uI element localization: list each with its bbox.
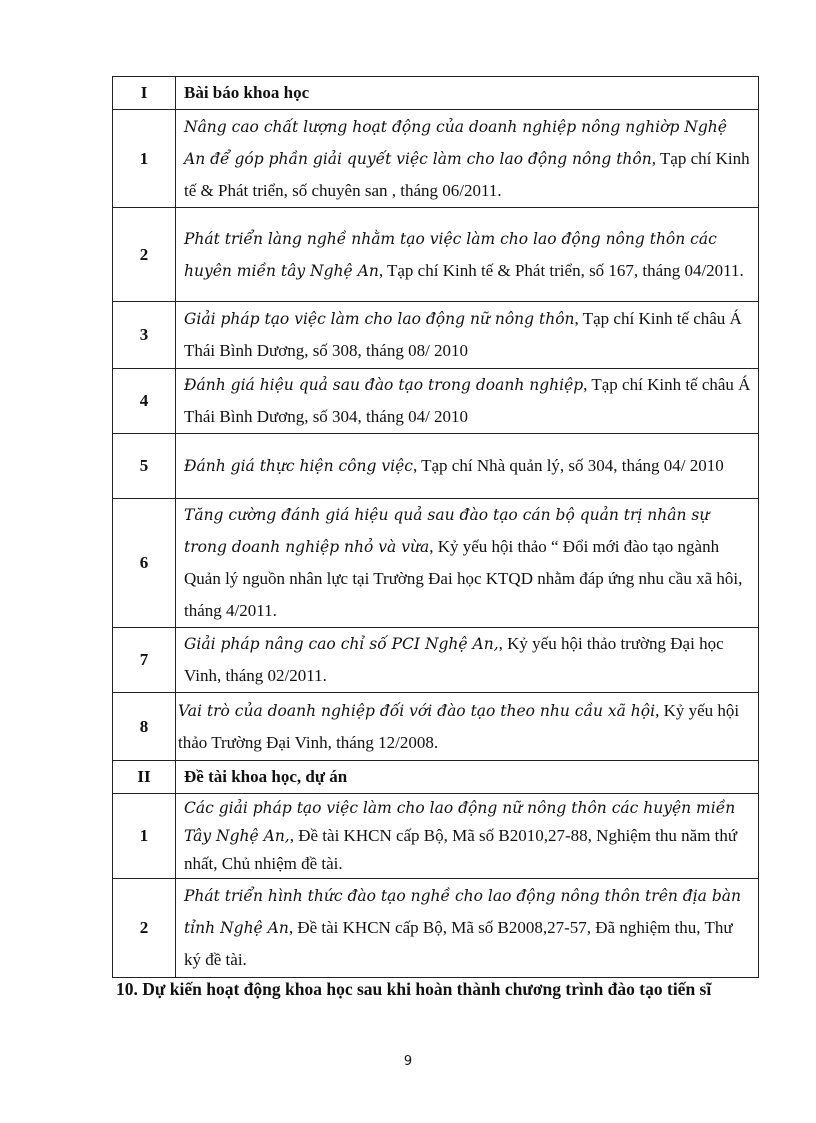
row-number: 2 (113, 208, 176, 302)
row-number: 1 (113, 794, 176, 879)
table-row (113, 302, 759, 369)
row-content (176, 693, 759, 761)
section-title: Bài báo khoa học (176, 77, 759, 110)
row-number: 2 (113, 879, 176, 978)
section-title: Đề tài khoa học, dự án (176, 761, 759, 794)
publication-title: Nâng cao chất lượng hoạt động của doanh nghiệp nông nghiờp Nghệ An để góp phần giải quyết việc làm cho lao động nông thôn (184, 117, 727, 168)
publication-source: , Kỷ yếu hội thảo Trường Đại Vinh, tháng 12/2008. (178, 700, 740, 752)
row-content (176, 302, 759, 369)
row-number: 8 (113, 693, 176, 761)
page-number: 9 (403, 1054, 413, 1069)
row-content (176, 434, 759, 499)
table-row (113, 434, 759, 499)
row-content (176, 369, 759, 434)
publication-title: Đánh giá thực hiện công việc (184, 457, 413, 475)
section-row-projects (113, 761, 759, 794)
table-row (113, 879, 759, 978)
table-row (113, 693, 759, 761)
publication-source: , Tạp chí Nhà quản lý, số 304, tháng 04/ 2010 (412, 456, 724, 475)
row-content (176, 794, 759, 879)
table-row (113, 794, 759, 879)
publication-source: , Tạp chí Kinh tế châu Á Thái Bình Dương, số 304, tháng 04/ 2010 (184, 375, 751, 426)
publication-title: Giải pháp nâng cao chỉ số PCI Nghệ An, (184, 635, 499, 653)
table-row (113, 110, 759, 208)
row-content (176, 628, 759, 693)
row-number: 6 (113, 499, 176, 628)
row-content (176, 110, 759, 208)
publications-table (112, 76, 759, 978)
row-number: 7 (113, 628, 176, 693)
row-number: 4 (113, 369, 176, 434)
row-number: 1 (113, 110, 176, 208)
row-number: 3 (113, 302, 176, 369)
row-content (176, 879, 759, 978)
publication-title: Tăng cường đánh giá hiệu quả sau đào tạo cán bộ quản trị nhân sự trong doanh nghiệp nhỏ và vừa (184, 506, 710, 556)
table-row (113, 369, 759, 434)
section-heading: 10. Dự kiến hoạt động khoa học sau khi hoàn thành chương trình đào tạo tiến sĩ (116, 979, 712, 999)
publication-title: Giải pháp tạo việc làm cho lao động nữ nông thôn (184, 310, 575, 328)
project-title: Phát triển hình thức đào tạo nghề cho lao động nông thôn trên địa bàn tỉnh Nghệ An (184, 887, 741, 937)
row-content (176, 208, 759, 302)
row-content (176, 499, 759, 628)
section-number: II (113, 761, 176, 794)
publication-title: Phát triển làng nghề nhằm tạo việc làm cho lao động nông thôn các huyên miền tây Nghệ An (184, 229, 717, 280)
row-number: 5 (113, 434, 176, 499)
publication-source: , Tạp chí Kinh tế châu Á Thái Bình Dương, số 308, tháng 08/ 2010 (184, 309, 742, 360)
publication-title: Vai trò của doanh nghiệp đối với đào tạo theo nhu cầu xã hội (178, 701, 656, 720)
project-details: , Đề tài KHCN cấp Bộ, Mã số B2010,27-88, Nghiệm thu năm thứ nhất, Chủ nhiệm đề tài. (184, 826, 738, 873)
publication-source: , Tạp chí Kinh tế & Phát triển, số chuyên san , tháng 06/2011. (184, 148, 750, 200)
publication-source: , Kỷ yếu hội thảo “ Đổi mới đào tạo ngành Quản lý nguồn nhân lực tại Trường Đai học KTQD nhằm đáp ứng nhu cầu xã hôi, tháng 4/2011. (184, 537, 743, 620)
project-title: Các giải pháp tạo việc làm cho lao động nữ nông thôn các huyện miền Tây Nghệ An, (184, 799, 736, 845)
publication-source: , Tạp chí Kinh tế & Phát triển, số 167, tháng 04/2011. (378, 260, 744, 280)
table-row (113, 499, 759, 628)
table-row (113, 628, 759, 693)
table-row (113, 208, 759, 302)
publication-source: , Kỷ yếu hội thảo trường Đại học Vinh, tháng 02/2011. (184, 634, 724, 685)
section-number: I (113, 77, 176, 110)
publication-title: Đánh giá hiệu quả sau đào tạo trong doanh nghiệp (184, 376, 584, 394)
section-row-articles (113, 77, 759, 110)
project-details: , Đề tài KHCN cấp Bộ, Mã số B2008,27-57, Đã nghiệm thu, Thư ký đề tài. (184, 918, 733, 969)
